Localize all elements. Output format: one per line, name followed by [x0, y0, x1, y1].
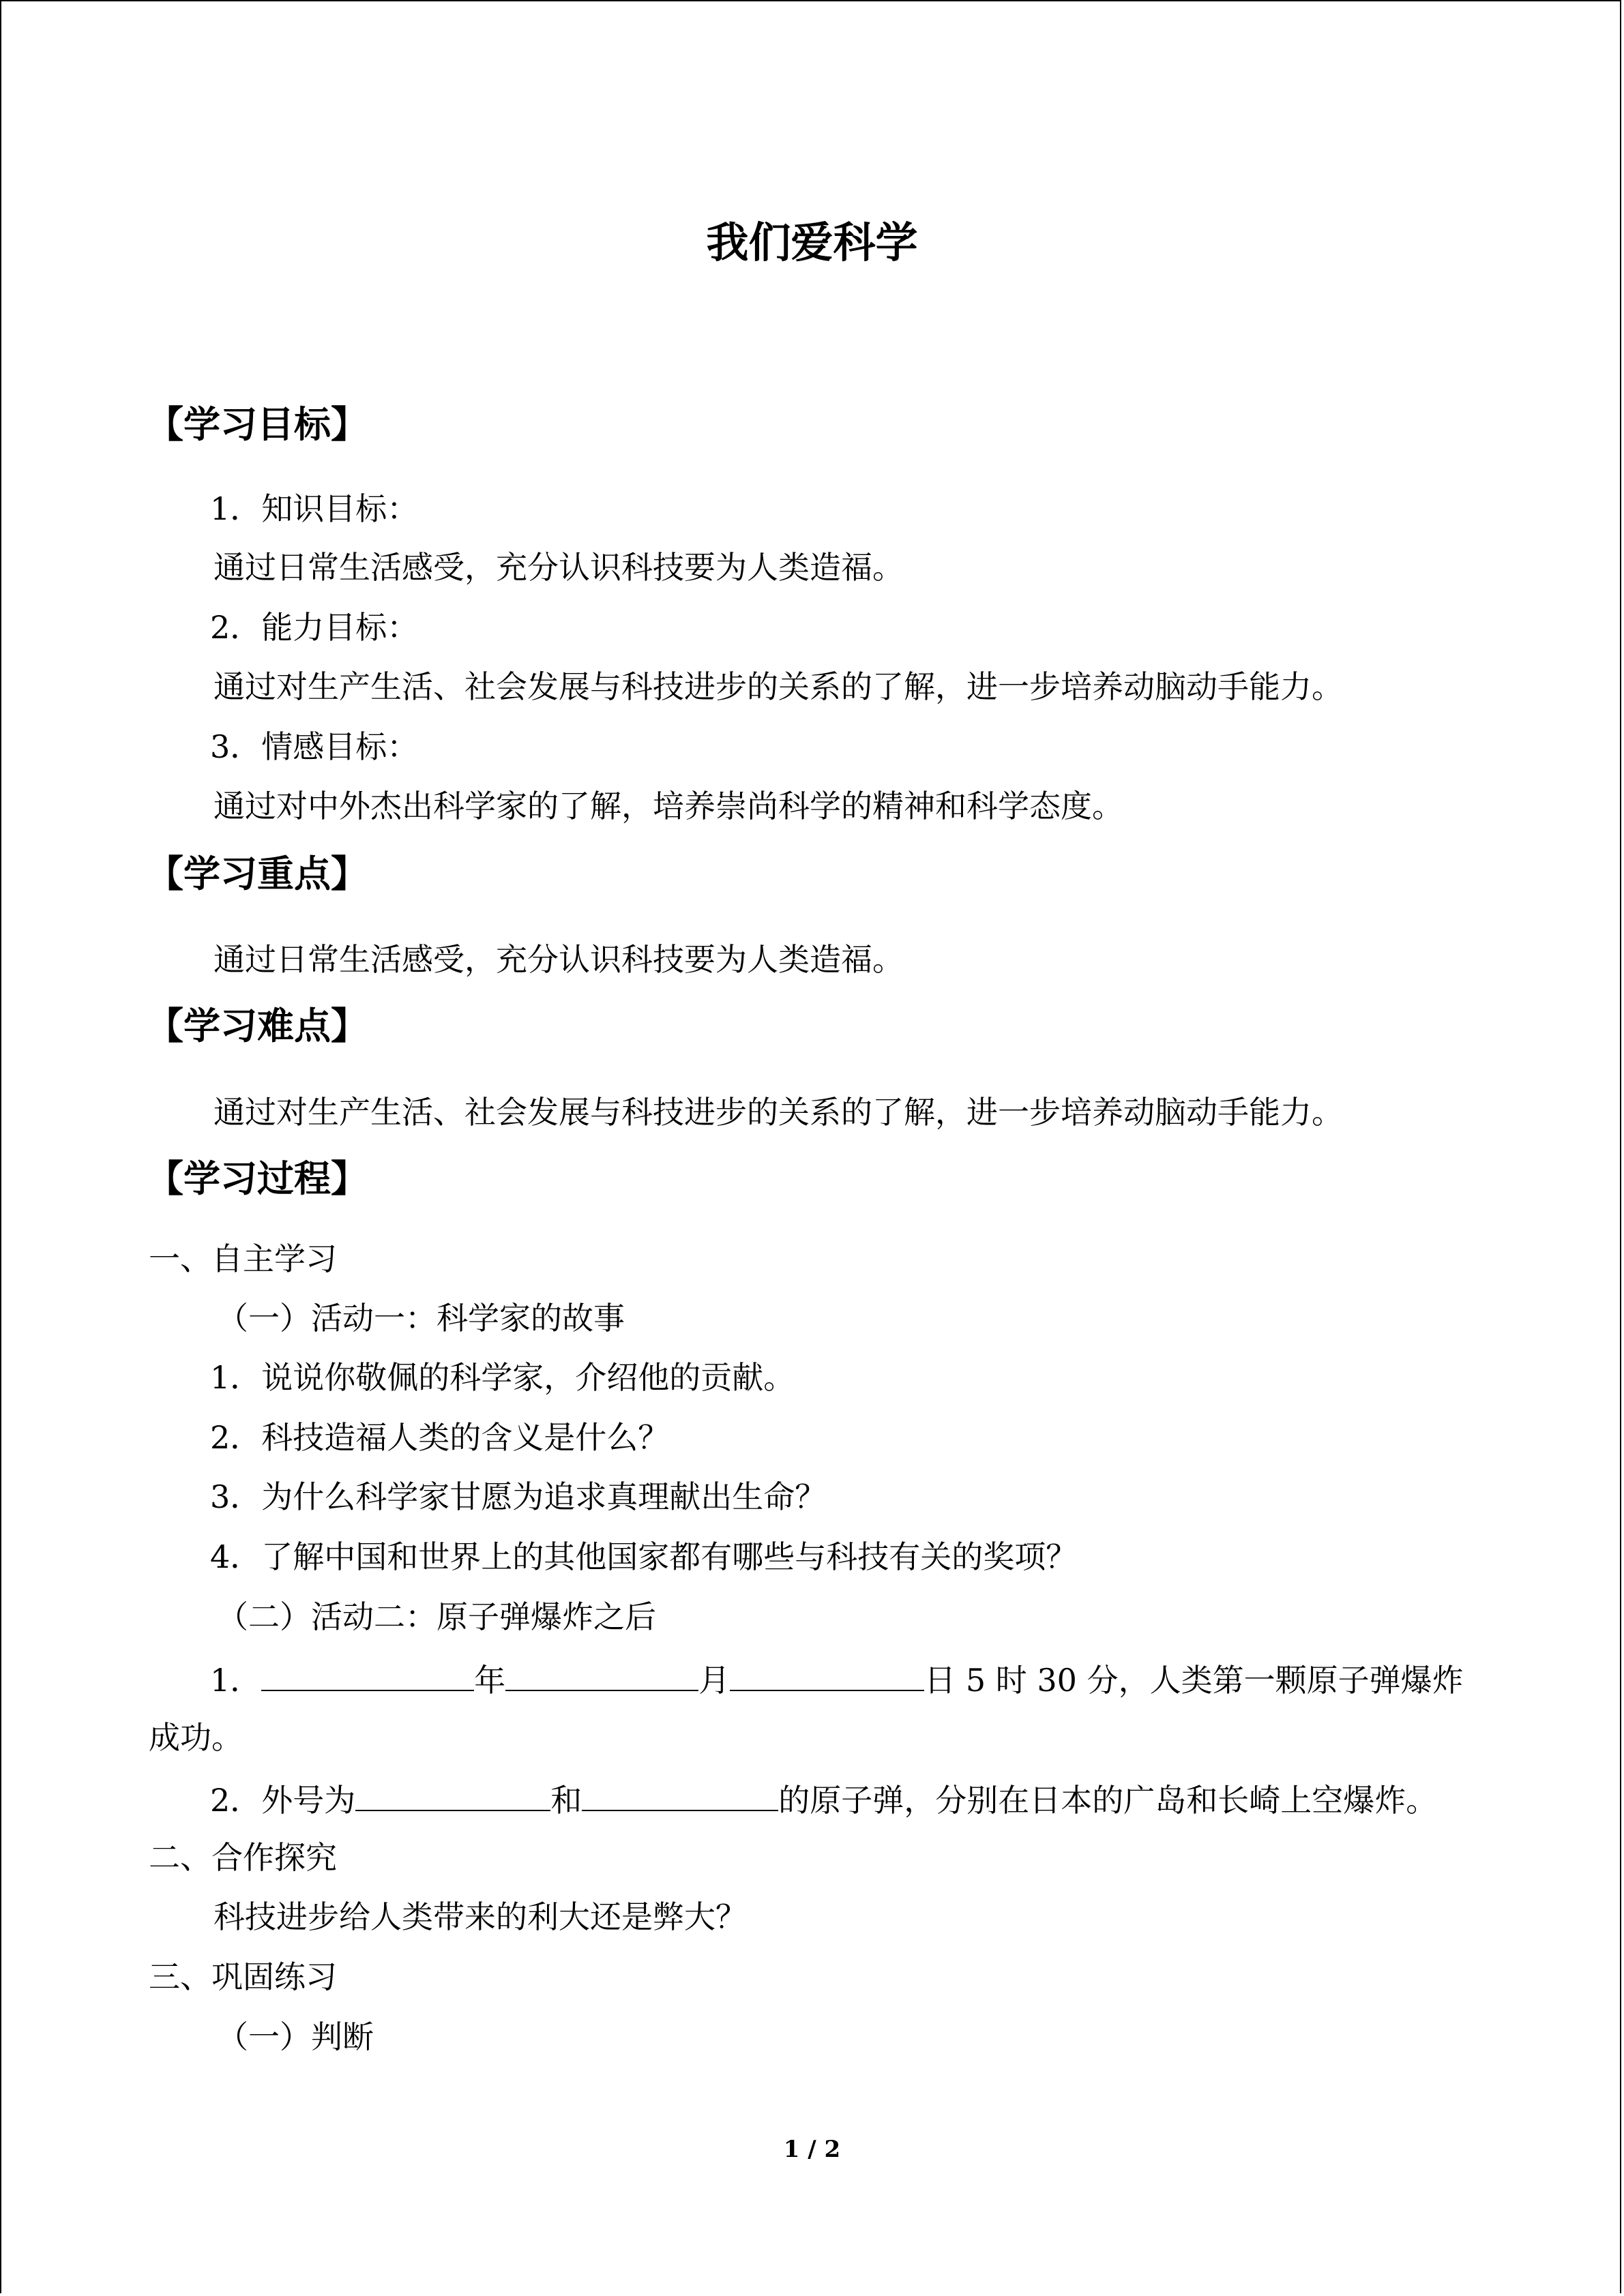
- goal-ability-label: 2．能力目标：: [210, 609, 419, 646]
- section-heading-difficulties: 【学习难点】: [147, 1004, 368, 1047]
- blank-day[interactable]: [730, 1657, 924, 1691]
- fill-in-2: [210, 1777, 1437, 1821]
- key-points-text: 通过日常生活感受，充分认识科技要为人类造福。: [213, 941, 904, 978]
- fill-in-1-month-label: 月: [698, 1662, 730, 1699]
- part3-heading: 三、巩固练习: [149, 1958, 337, 1995]
- goal-knowledge-label: 1．知识目标：: [210, 490, 419, 527]
- fill-in-2-rest: 的原子弹，分别在日本的广岛和长崎上空爆炸。: [778, 1782, 1438, 1819]
- section-heading-process: 【学习过程】: [147, 1157, 368, 1200]
- part3-subheading: （一）判断: [217, 2018, 374, 2055]
- page-title: 我们爱科学: [706, 218, 918, 267]
- fill-in-1-year-label: 年: [474, 1662, 506, 1699]
- difficulties-text: 通过对生产生活、社会发展与科技进步的关系的了解，进一步培养动脑动手能力。: [213, 1094, 1343, 1131]
- goal-ability-text: 通过对生产生活、社会发展与科技进步的关系的了解，进一步培养动脑动手能力。: [213, 668, 1343, 705]
- question-1: 1．说说你敬佩的科学家，介绍他的贡献。: [210, 1359, 795, 1396]
- question-4: 4．了解中国和世界上的其他国家都有哪些与科技有关的奖项？: [210, 1538, 1078, 1575]
- fill-in-2-prefix: 2．外号为: [210, 1782, 356, 1819]
- section-heading-key-points: 【学习重点】: [147, 852, 368, 895]
- fill-in-2-and: 和: [550, 1782, 582, 1819]
- goal-emotion-text: 通过对中外杰出科学家的了解，培养崇尚科学的精神和科学态度。: [213, 788, 1123, 824]
- fill-in-1-rest: 日 5 时 30 分，人类第一颗原子弹爆炸: [924, 1662, 1464, 1699]
- page-number: 1 / 2: [783, 2136, 841, 2163]
- blank-bomb-name-2[interactable]: [582, 1777, 778, 1811]
- part2-question: 科技进步给人类带来的利大还是弊大？: [213, 1898, 747, 1935]
- question-3: 3．为什么科学家甘愿为追求真理献出生命？: [210, 1478, 827, 1515]
- blank-year[interactable]: [261, 1657, 474, 1691]
- activity2-heading: （二）活动二：原子弹爆炸之后: [217, 1598, 656, 1635]
- fill-in-1-number: 1．: [210, 1662, 262, 1699]
- fill-in-1: [210, 1657, 1464, 1701]
- goal-emotion-label: 3．情感目标：: [210, 728, 419, 765]
- fill-in-1-continuation: 成功。: [149, 1719, 243, 1756]
- goal-knowledge-text: 通过日常生活感受，充分认识科技要为人类造福。: [213, 549, 904, 586]
- part2-heading: 二、合作探究: [149, 1839, 337, 1876]
- section-heading-goals: 【学习目标】: [147, 403, 368, 446]
- blank-bomb-name-1[interactable]: [355, 1777, 550, 1811]
- blank-month[interactable]: [505, 1657, 698, 1691]
- part1-heading: 一、自主学习: [149, 1240, 337, 1277]
- question-2: 2．科技造福人类的含义是什么？: [210, 1419, 670, 1456]
- activity1-heading: （一）活动一：科学家的故事: [217, 1300, 625, 1337]
